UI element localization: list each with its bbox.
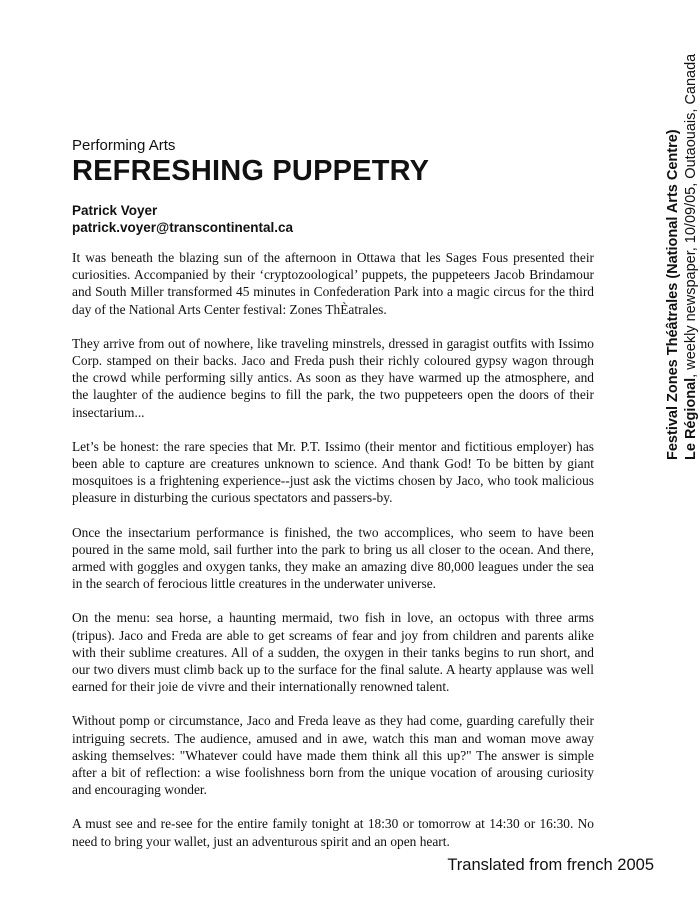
- side-note-newspaper: Le Régional: [683, 377, 699, 460]
- side-note-source: [682, 54, 700, 460]
- headline: REFRESHING PUPPETRY: [72, 155, 430, 187]
- author-email: patrick.voyer@transcontinental.ca: [72, 220, 293, 235]
- author-block: [72, 202, 293, 236]
- paragraph: Without pomp or circumstance, Jaco and Freda leave as they had come, guarding carefully their intriguing secrets. The audience, amused and in awe, watch this man and woman move away asking themselves: "Whatever could have made them think all this up?" The answer is simple after a bit of reflection: a wise foolishness born from the unique vocation of arousing curiosity and encouraging wonder.: [72, 713, 594, 798]
- author-name: Patrick Voyer: [72, 203, 158, 218]
- paragraph: On the menu: sea horse, a haunting mermaid, two fish in love, an octopus with three arms (tripus). Jaco and Freda are able to get screams of fear and joy from children and parents alike with their sublime creatures. All of a sudden, the oxygen in their tanks begins to run short, and our two divers must climb back up to the surface for the final salute. A hearty applause was well earned for their joie de vivre and their internationally renowned talent.: [72, 610, 594, 695]
- article-body: [72, 249, 594, 867]
- paragraph: Let’s be honest: the rare species that Mr. P.T. Issimo (their mentor and fictitious employer) has been able to capture are creatures unknown to science. And thank God! To be bitten by giant mosquitoes is a frightening experience--just ask the victims chosen by Jaco, who took malicious pleasure in disturbing the curious spectators and passers-by.: [72, 438, 594, 506]
- side-note: [664, 54, 700, 460]
- side-note-details: , weekly newspaper, 10/09/05, Outaouais, Canada: [683, 53, 699, 378]
- footer-note: Translated from french 2005: [447, 856, 654, 874]
- side-note-festival: Festival Zones Théâtrales (National Arts Centre): [665, 129, 681, 460]
- paragraph: It was beneath the blazing sun of the afternoon in Ottawa that les Sages Fous presented their curiosities. Accompanied by their ‘cryptozoological’ puppets, the puppeteers Jacob Brindamour and South Miller transformed 45 minutes in Confederation Park into a magic circus for the third day of the National Arts Center festival: Zones ThÈatrales.: [72, 250, 594, 317]
- section-label: Performing Arts: [72, 137, 176, 154]
- paragraph: Once the insectarium performance is finished, the two accomplices, who seem to have been poured in the same mold, sail further into the park to bring us all closer to the ocean. And there, armed with goggles and oxygen tanks, they make an amazing dive 80,000 leagues under the sea in the search of ferocious little creatures in the underwater universe.: [72, 524, 594, 592]
- paragraph: They arrive from out of nowhere, like traveling minstrels, dressed in garagist outfits with Issimo Corp. stamped on their backs. Jaco and Freda push their richly coloured gypsy wagon through the crowd while performing silly antics. As soon as they have warmed up the atmosphere, and the laughter of the audience begins to fill the park, the two puppeteers open the doors of their insectarium...: [72, 335, 594, 420]
- paragraph: A must see and re-see for the entire family tonight at 18:30 or tomorrow at 14:30 or 16:30. No need to bring your wallet, just an adventurous spirit and an open heart.: [72, 816, 594, 849]
